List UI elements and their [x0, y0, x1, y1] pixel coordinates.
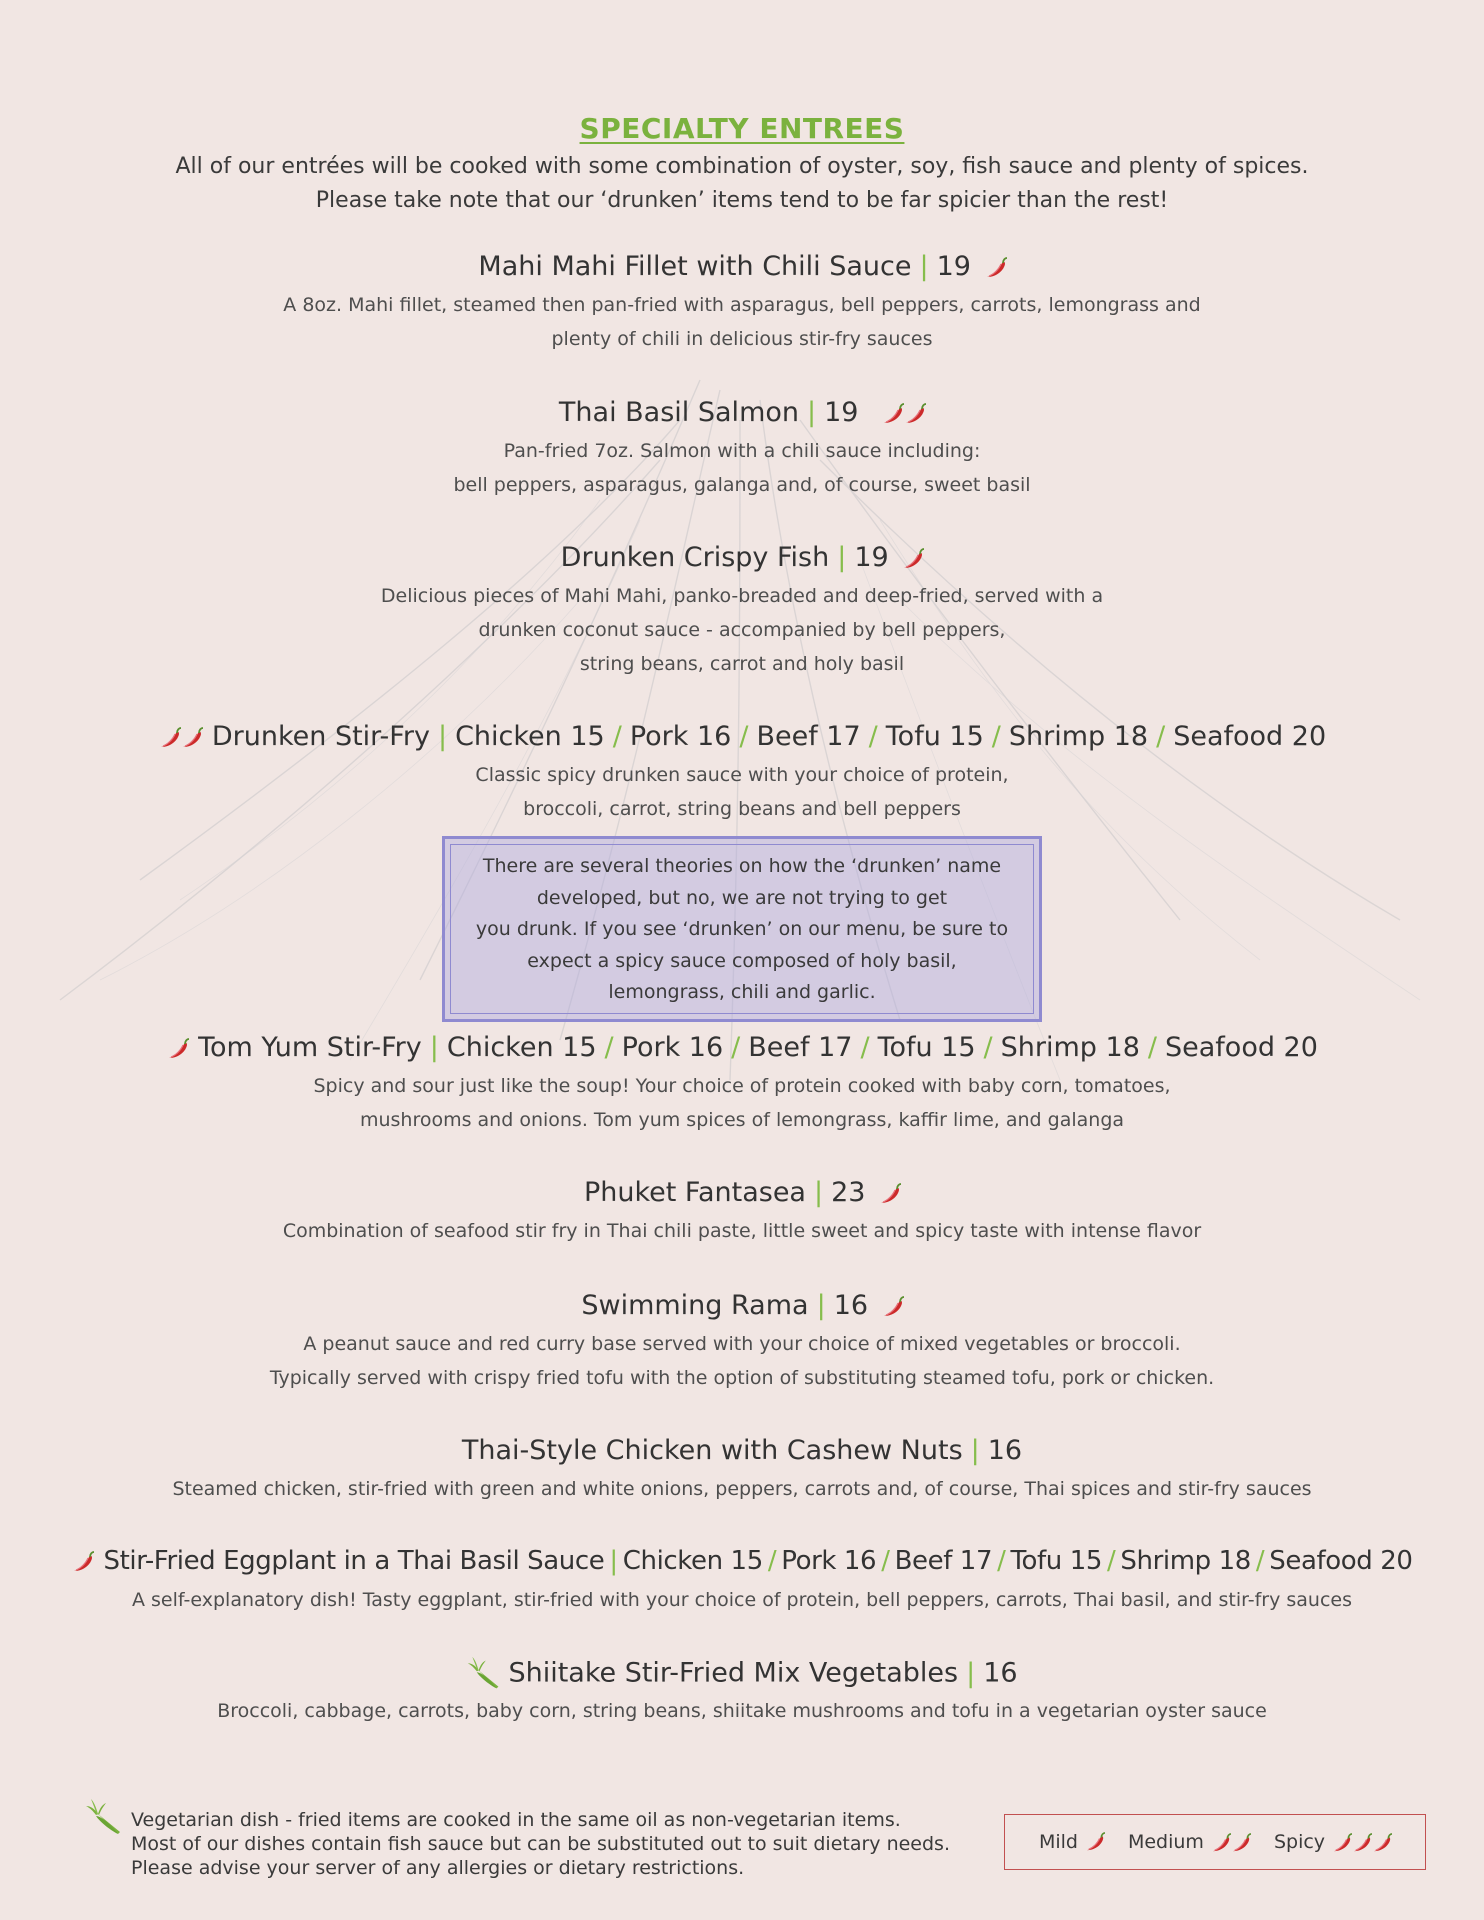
chili-pepper-icon — [1331, 1833, 1353, 1853]
separator: / — [868, 721, 878, 752]
separator: / — [983, 1032, 993, 1063]
separator: / — [1255, 1546, 1265, 1576]
spice-level-mild — [166, 1034, 188, 1064]
item-price: 16 — [833, 1290, 869, 1321]
menu-item-title — [0, 722, 1484, 752]
protein-option: Chicken 15 — [455, 721, 605, 752]
item-name: Mahi Mahi Fillet with Chili Sauce — [478, 251, 912, 282]
item-name: Thai Basil Salmon — [558, 397, 799, 428]
item-price: 16 — [987, 1435, 1023, 1466]
chili-pepper-icon — [1230, 1833, 1252, 1853]
item-price: 19 — [854, 542, 889, 573]
item-description-line: Steamed chicken, stir-fried with green and white onions, peppers, carrots and, of course, Thai spices and stir-fry sauces — [172, 1478, 1312, 1500]
protein-option: Pork 16 — [629, 721, 732, 752]
spice-level-mild — [901, 544, 923, 574]
chili-pepper-icon — [881, 1296, 905, 1318]
item-description-line: Broccoli, cabbage, carrots, baby corn, string beans, shiitake mushrooms and tofu in a vegetarian oyster sauce — [217, 1700, 1267, 1722]
spice-level-mild — [881, 1292, 903, 1322]
note-text — [445, 851, 1039, 1009]
protein-option: Pork 16 — [621, 1032, 724, 1063]
protein-option: Beef 17 — [894, 1546, 993, 1576]
protein-option: Tofu 15 — [885, 721, 984, 752]
item-description-line: A peanut sauce and red curry base served with your choice of mixed vegetables or broccoli. — [303, 1333, 1181, 1355]
chili-pepper-icon — [984, 257, 1008, 279]
separator: / — [1107, 1546, 1116, 1576]
spice-level-mild — [984, 253, 1006, 283]
item-price: 16 — [983, 1657, 1018, 1689]
chili-pepper-icon — [1371, 1833, 1393, 1853]
chili-pepper-icon — [71, 1551, 95, 1573]
separator: | — [970, 1435, 980, 1466]
menu-item-title — [0, 398, 1484, 428]
item-name: Drunken Stir-Fry — [211, 721, 430, 752]
protein-option: Shrimp 18 — [1008, 721, 1149, 752]
spice-level-medium — [881, 399, 925, 429]
item-description-line: A self-explanatory dish! Tasty eggplant, stir-fried with your choice of protein, bell peppers, carrots, Thai basil, and stir-fry sauces — [131, 1589, 1352, 1611]
item-price: 23 — [831, 1177, 866, 1208]
drunken-note-box — [442, 836, 1042, 1022]
chili-pepper-icon — [1351, 1833, 1373, 1853]
item-description-line: mushrooms and onions. Tom yum spices of lemongrass, kaffir lime, and galanga — [359, 1109, 1125, 1131]
menu-item-title — [0, 1436, 1484, 1466]
item-name: Drunken Crispy Fish — [560, 542, 830, 573]
separator: / — [991, 721, 1001, 752]
item-description-line: A 8oz. Mahi fillet, steamed then pan-fried with asparagus, bell peppers, carrots, lemongrass and — [283, 294, 1201, 316]
item-description-line: drunken coconut sauce - accompanied by bell peppers, — [478, 619, 1006, 641]
separator: / — [881, 1546, 890, 1576]
protein-option: Beef 17 — [756, 721, 861, 752]
separator: | — [966, 1657, 976, 1689]
item-name: Shiitake Stir-Fried Mix Vegetables — [508, 1657, 959, 1689]
protein-option: Pork 16 — [781, 1546, 877, 1576]
chili-pepper-icon — [878, 1183, 902, 1205]
legend-spicy — [1274, 1831, 1391, 1853]
separator: / — [612, 721, 622, 752]
chili-pepper-icon — [1084, 1832, 1106, 1852]
chili-pepper-icon — [901, 548, 925, 570]
protein-option: Beef 17 — [748, 1032, 853, 1063]
protein-option: Chicken 15 — [446, 1032, 597, 1063]
legend-medium — [1128, 1831, 1250, 1853]
separator: / — [997, 1546, 1006, 1576]
separator: / — [604, 1032, 614, 1063]
separator: | — [437, 721, 448, 752]
separator: / — [767, 1546, 777, 1576]
spice-legend — [1004, 1814, 1426, 1870]
legend-label: Mild — [1038, 1831, 1078, 1853]
item-price: 19 — [824, 397, 859, 428]
note-line: you drunk. If you see ‘drunken’ on our menu, be sure to — [475, 918, 1009, 940]
note-line: expect a spicy sauce composed of holy basil, — [527, 949, 957, 972]
chili-pepper-icon — [881, 403, 905, 425]
item-description-line: Combination of seafood stir fry in Thai chili paste, little sweet and spicy taste with intense flavor — [282, 1220, 1202, 1242]
item-description-line: string beans, carrot and holy basil — [579, 653, 905, 675]
item-name: Thai-Style Chicken with Cashew Nuts — [461, 1435, 963, 1466]
spice-level-medium — [158, 723, 202, 753]
carrot-icon — [466, 1656, 502, 1692]
protein-option: Shrimp 18 — [1000, 1032, 1140, 1063]
legend-mild — [1039, 1831, 1104, 1853]
item-name: Tom Yum Stir-Fry — [198, 1032, 422, 1063]
item-name: Stir-Fried Eggplant in a Thai Basil Sauce — [103, 1546, 605, 1576]
menu-item-title — [0, 1547, 1484, 1576]
protein-option: Seafood 20 — [1165, 1032, 1318, 1063]
separator: | — [813, 1177, 824, 1208]
chili-pepper-icon — [180, 727, 204, 749]
spice-level-mild — [71, 1547, 93, 1576]
separator: | — [919, 251, 929, 282]
separator: | — [837, 542, 847, 573]
separator: | — [609, 1546, 618, 1576]
item-description-line: Typically served with crispy fried tofu with the option of substituting steamed tofu, pork or chicken. — [269, 1367, 1215, 1389]
menu-item-title — [0, 543, 1484, 573]
separator: | — [429, 1032, 439, 1063]
menu-item-title — [0, 1033, 1484, 1063]
item-name: Phuket Fantasea — [583, 1177, 806, 1208]
footer-notes — [131, 1808, 950, 1880]
chili-pepper-icon — [158, 727, 182, 749]
carrot-icon — [84, 1798, 124, 1838]
chili-pepper-icon — [1210, 1833, 1232, 1853]
spice-level-mild — [878, 1179, 900, 1209]
footer-line: Please advise your server of any allergies or dietary restrictions. — [131, 1857, 745, 1879]
item-description-line: bell peppers, asparagus, galanga and, of course, sweet basil — [453, 474, 1031, 496]
chili-pepper-icon — [166, 1038, 190, 1060]
separator: / — [860, 1032, 870, 1063]
item-description-line: plenty of chili in delicious stir-fry sauces — [551, 328, 933, 350]
item-description-line: broccoli, carrot, string beans and bell peppers — [523, 798, 961, 820]
protein-option: Tofu 15 — [1010, 1546, 1103, 1576]
separator: / — [1156, 721, 1166, 752]
legend-label: Medium — [1127, 1831, 1204, 1853]
separator: | — [807, 397, 817, 428]
intro-line-2: Please take note that our ‘drunken’ items tend to be far spicier than the rest! — [315, 188, 1169, 213]
item-description-line: Spicy and sour just like the soup! Your choice of protein cooked with baby corn, tomatoes, — [313, 1075, 1171, 1097]
note-line: There are several theories on how the ‘drunken’ name — [482, 855, 1002, 877]
separator: | — [816, 1290, 826, 1321]
separator: / — [739, 721, 749, 752]
protein-option: Seafood 20 — [1269, 1546, 1413, 1576]
separator: / — [731, 1032, 741, 1063]
protein-option: Seafood 20 — [1173, 721, 1327, 752]
item-price: 19 — [936, 251, 971, 282]
item-name: Swimming Rama — [581, 1290, 809, 1321]
menu-item-title — [0, 1656, 1484, 1692]
legend-label: Spicy — [1273, 1831, 1326, 1853]
separator: / — [1147, 1032, 1157, 1063]
protein-option: Chicken 15 — [622, 1546, 763, 1576]
note-line: developed, but no, we are not trying to get — [536, 886, 948, 909]
item-description-line: Pan-fried 7oz. Salmon with a chili sauce including: — [503, 440, 981, 462]
chili-pepper-icon — [903, 403, 927, 425]
footer-line: Vegetarian dish - fried items are cooked in the same oil as non-vegetarian items. — [131, 1809, 901, 1831]
section-title: SPECIALTY ENTREES — [579, 112, 905, 145]
footer-line: Most of our dishes contain fish sauce but can be substituted out to suit dietary needs. — [131, 1833, 950, 1855]
protein-option: Shrimp 18 — [1120, 1546, 1251, 1576]
protein-option: Tofu 15 — [877, 1032, 976, 1063]
menu-item-title — [0, 252, 1484, 282]
note-line: lemongrass, chili and garlic. — [608, 981, 876, 1003]
item-description-line: Delicious pieces of Mahi Mahi, panko-breaded and deep-fried, served with a — [380, 585, 1104, 607]
item-description-line: Classic spicy drunken sauce with your choice of protein, — [475, 764, 1009, 786]
menu-item-title — [0, 1178, 1484, 1208]
menu-item-title — [0, 1291, 1484, 1321]
intro-line-1: All of our entrées will be cooked with some combination of oyster, soy, fish sauce and plenty of spices. — [175, 154, 1309, 179]
